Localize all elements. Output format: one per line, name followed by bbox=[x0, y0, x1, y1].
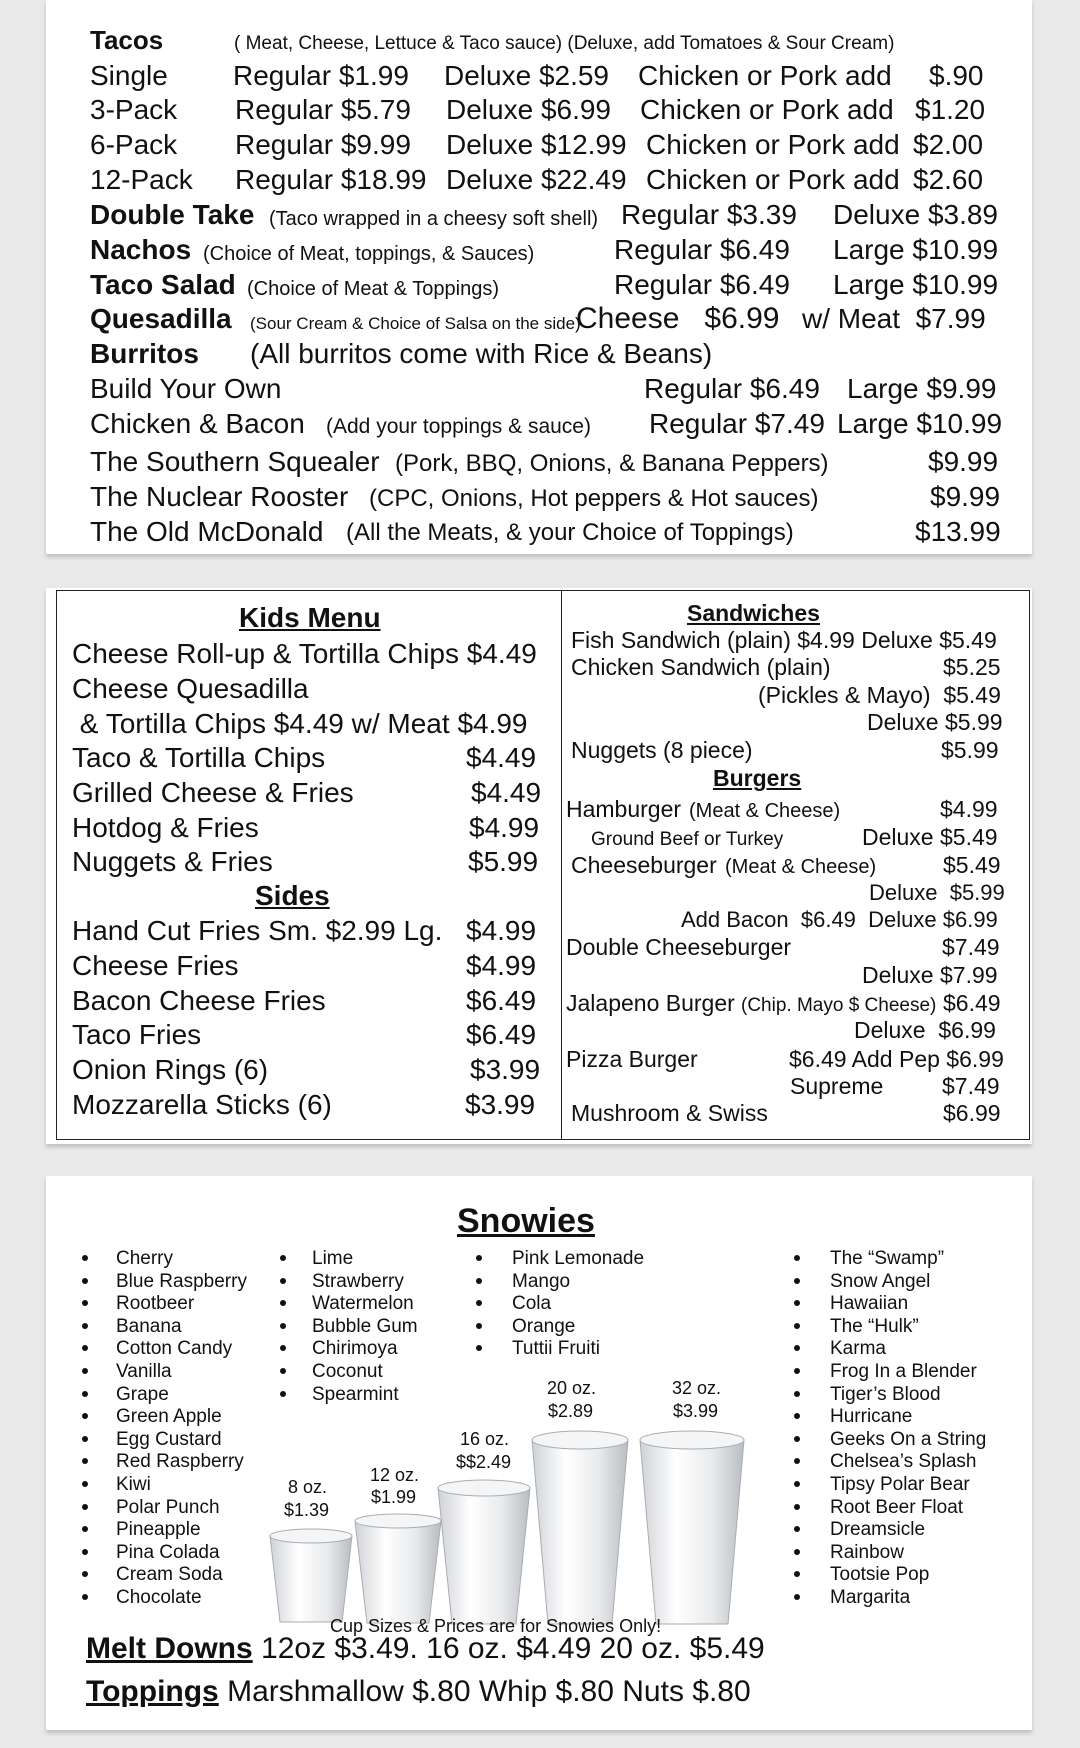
flavor-item: Cotton Candy bbox=[116, 1338, 233, 1360]
bullet-icon bbox=[794, 1300, 800, 1306]
flavor-item: Root Beer Float bbox=[830, 1496, 964, 1518]
bullet-icon bbox=[794, 1526, 800, 1532]
list-item: Deluxe $5.99 bbox=[867, 709, 1003, 735]
bullet-icon bbox=[794, 1368, 800, 1374]
cup-price-label: $2.89 bbox=[548, 1401, 594, 1421]
bullet-icon bbox=[82, 1368, 88, 1374]
burritos-note: (All burritos come with Rice & Beans) bbox=[250, 338, 713, 369]
flavor-item: Snow Angel bbox=[830, 1270, 931, 1292]
flavor-item: Margarita bbox=[830, 1587, 911, 1608]
flavor-item: Mango bbox=[512, 1270, 571, 1292]
bullet-icon bbox=[82, 1504, 88, 1510]
bullet-icon bbox=[280, 1300, 286, 1306]
list-item: (Pickles & Mayo) $5.49 bbox=[758, 682, 1001, 708]
burgers-title: Burgers bbox=[713, 765, 802, 791]
cup-price-label: $1.99 bbox=[371, 1487, 417, 1507]
bullet-icon bbox=[794, 1549, 800, 1555]
list-item: & Tortilla Chips $4.49 w/ Meat $4.99 bbox=[72, 708, 528, 739]
flavor-item: Tootsie Pop bbox=[830, 1564, 930, 1586]
bullet-icon bbox=[794, 1255, 800, 1261]
list-item: Deluxe $7.99 bbox=[862, 962, 998, 988]
toppings-label: Toppings bbox=[86, 1675, 219, 1708]
toppings-prices: Marshmallow $.80 Whip $.80 Nuts $.80 bbox=[218, 1675, 751, 1708]
bullet-icon bbox=[794, 1345, 800, 1351]
foam-cup-8oz bbox=[266, 1526, 356, 1626]
flavor-item: Cream Soda bbox=[116, 1564, 223, 1586]
middle-panel: Kids Menu Cheese Roll-up & Tortilla Chips $4.49 Cheese Quesadilla & Tortilla Chips $4.49 w/ Meat $4.99 Taco & Tortilla Chips $4.49 Grilled Cheese & Fries $4.49 Hotdog & Fries $4.99 Nuggets & Fries $5.99 Sides Hand Cut Fries Sm. $2.99 Lg. $4.99 Cheese Fries $4.99 Bacon Cheese Fries $6.49 Taco Fries $6.49 Onion Rings (6) $3.99 Mozzarella Sticks (6) $3.99 Sandwiches Fish Sandwich (plain) $4.99 Deluxe $5.49 Chicken Sandwich (plain) $5.25 (Pickles & Mayo) $5.49 Deluxe $5.99 Nuggets (8 piece) $5.99 Burgers Hamburger (Meat & Cheese) $4.99 Ground Beef or Turkey Deluxe $5.49 Cheeseburger (Meat & Cheese) $5.49 Deluxe $5.99 Add Bacon $6.49 Deluxe $6.99 Double Cheeseburger $7.49 Deluxe $7.99 Jalapeno Burger (Chip. Mayo $ Cheese) $6.49 Deluxe $6.99 Pizza Burger $6.49 Add Pep $6.99 Supreme $7.49 Mushroom & Swiss $6.99 bbox=[46, 588, 1032, 1144]
kids-menu-title: Kids Menu bbox=[239, 602, 381, 633]
bullet-icon bbox=[82, 1436, 88, 1442]
flavor-item: Tiger’s Blood bbox=[830, 1383, 941, 1405]
cup-price-label: $3.99 bbox=[673, 1401, 719, 1421]
list-item: Fish Sandwich (plain) $4.99 Deluxe $5.49 bbox=[571, 627, 997, 653]
bullet-icon bbox=[82, 1571, 88, 1577]
flavor-item: The “Swamp” bbox=[830, 1248, 945, 1269]
bullet-icon bbox=[82, 1391, 88, 1397]
bullet-icon bbox=[476, 1255, 482, 1261]
melt-downs-prices: 12oz $3.49. 16 oz. $4.49 20 oz. $5.49 bbox=[252, 1632, 765, 1665]
flavor-item: Orange bbox=[512, 1315, 576, 1337]
bullet-icon bbox=[794, 1594, 800, 1600]
flavor-item: Spearmint bbox=[312, 1383, 399, 1405]
flavor-item: Lime bbox=[312, 1248, 354, 1269]
flavor-item: Chocolate bbox=[116, 1587, 202, 1608]
flavor-item: Cherry bbox=[116, 1248, 174, 1269]
bullet-icon bbox=[476, 1300, 482, 1306]
list-item: Cheese Roll-up & Tortilla Chips $4.49 bbox=[72, 638, 537, 669]
melt-downs-label: Melt Downs bbox=[86, 1632, 253, 1665]
cup-size-label: 32 oz. bbox=[672, 1378, 722, 1398]
flavor-item: The “Hulk” bbox=[830, 1315, 919, 1337]
flavor-item: Cola bbox=[512, 1293, 552, 1315]
flavor-item: Bubble Gum bbox=[312, 1315, 418, 1337]
cup-price-label: $1.39 bbox=[284, 1500, 330, 1520]
bullet-icon bbox=[280, 1323, 286, 1329]
tacos-note: ( Meat, Cheese, Lettuce & Taco sauce) (Deluxe, add Tomatoes & Sour Cream) bbox=[234, 33, 895, 54]
bullet-icon bbox=[280, 1345, 286, 1351]
bullet-icon bbox=[794, 1391, 800, 1397]
melt-downs-line bbox=[86, 1634, 765, 1664]
bullet-icon bbox=[82, 1481, 88, 1487]
flavor-item: Coconut bbox=[312, 1361, 383, 1382]
cup-size-label: 8 oz. bbox=[288, 1477, 328, 1497]
bullet-icon bbox=[82, 1255, 88, 1261]
flavor-item: Pineapple bbox=[116, 1519, 201, 1541]
bullet-icon bbox=[794, 1481, 800, 1487]
flavor-item: Polar Punch bbox=[116, 1496, 220, 1518]
flavor-item: Red Raspberry bbox=[116, 1451, 244, 1473]
column-divider bbox=[561, 590, 562, 1140]
snowies-panel bbox=[46, 1176, 1032, 1730]
flavor-item: Pink Lemonade bbox=[512, 1248, 645, 1269]
bullet-icon bbox=[82, 1413, 88, 1419]
bullet-icon bbox=[82, 1594, 88, 1600]
cup-price-label: $$2.49 bbox=[456, 1452, 512, 1472]
flavor-item: Egg Custard bbox=[116, 1428, 222, 1450]
flavor-item: Geeks On a String bbox=[830, 1428, 987, 1450]
sandwiches-title: Sandwiches bbox=[687, 600, 820, 626]
bullet-icon bbox=[794, 1458, 800, 1464]
tacos-title: Tacos bbox=[90, 25, 164, 55]
flavor-item: Karma bbox=[830, 1338, 886, 1360]
foam-cup-32oz bbox=[636, 1428, 748, 1628]
bullet-icon bbox=[280, 1391, 286, 1397]
flavor-item: Chirimoya bbox=[312, 1338, 398, 1360]
bullet-icon bbox=[82, 1278, 88, 1284]
flavor-item: Green Apple bbox=[116, 1406, 222, 1428]
bullet-icon bbox=[82, 1300, 88, 1306]
foam-cup-16oz bbox=[434, 1478, 534, 1628]
tacos-panel: Tacos ( Meat, Cheese, Lettuce & Taco sauce) (Deluxe, add Tomatoes & Sour Cream) Single Regular $1.99 Deluxe $2.59 Chicken or Pork add $.90 3-Pack Regular $5.79 Deluxe $6.99 Chicken or Pork add $1.20 6-Pack Regular $9.99 Deluxe $12.99 Chicken or Pork add $2.00 12-Pack Regular $18.99 Deluxe $22.49 Chicken or Pork add $2.60 Double Take (Taco wrapped in a cheesy soft shell) Regular $3.39 Deluxe $3.89 Nachos (Choice of Meat, toppings, & Sauces) Regular $6.49 Large $10.99 Taco Salad (Choice of Meat & Toppings) Regular $6.49 Large $10.99 Quesadilla (Sour Cream & Choice of Salsa on the side) Cheese $6.99 w/ Meat $7.99 Burritos (All burritos come with Rice & Beans) Build Your Own Regular $6.49 Large $9.99 Chicken & Bacon (Add your toppings & sauce) Regular $7.49 Large $10.99 The Southern Squealer (Pork, BBQ, Onions, & Banana Peppers) $9.99 The Nuclear Rooster (CPC, Onions, Hot peppers & Hot sauces) $9.99 The Old McDonald (All the Meats, & your Choice of Toppings) $13.99 bbox=[46, 0, 1032, 554]
toppings-line bbox=[86, 1677, 751, 1707]
foam-cup-20oz bbox=[528, 1428, 632, 1628]
flavor-item: Frog In a Blender bbox=[830, 1361, 977, 1382]
flavor-item: Banana bbox=[116, 1315, 182, 1337]
cup-size-label: 20 oz. bbox=[547, 1378, 597, 1398]
flavor-item: Kiwi bbox=[116, 1474, 151, 1495]
bullet-icon bbox=[82, 1345, 88, 1351]
bullet-icon bbox=[82, 1323, 88, 1329]
list-item: Deluxe $5.99 bbox=[869, 880, 1005, 905]
bullet-icon bbox=[280, 1278, 286, 1284]
bullet-icon bbox=[82, 1526, 88, 1532]
bullet-icon bbox=[794, 1413, 800, 1419]
bullet-icon bbox=[794, 1504, 800, 1510]
flavor-item: Blue Raspberry bbox=[116, 1270, 247, 1292]
flavor-item: Tuttii Fruiti bbox=[512, 1338, 600, 1360]
flavor-item: Vanilla bbox=[116, 1361, 172, 1382]
flavor-item: Watermelon bbox=[312, 1293, 414, 1315]
flavor-item: Chelsea’s Splash bbox=[830, 1451, 977, 1473]
bullet-icon bbox=[794, 1436, 800, 1442]
flavor-item: Hawaiian bbox=[830, 1293, 909, 1315]
flavor-item: Rootbeer bbox=[116, 1293, 195, 1315]
flavor-item: Dreamsicle bbox=[830, 1519, 926, 1541]
flavor-item: Grape bbox=[116, 1383, 169, 1405]
list-item: Add Bacon $6.49 Deluxe $6.99 bbox=[681, 907, 998, 932]
cup-size-label: 16 oz. bbox=[460, 1429, 510, 1449]
list-item: Cheese Quesadilla bbox=[72, 673, 309, 704]
bullet-icon bbox=[476, 1278, 482, 1284]
foam-cup-12oz bbox=[351, 1511, 445, 1627]
list-item: Deluxe $6.99 bbox=[854, 1017, 996, 1043]
flavor-item: Pina Colada bbox=[116, 1541, 220, 1563]
bullet-icon bbox=[476, 1323, 482, 1329]
bullet-icon bbox=[280, 1368, 286, 1374]
flavor-item: Rainbow bbox=[830, 1541, 904, 1563]
snowies-title: Snowies bbox=[457, 1202, 595, 1240]
cup-note: Cup Sizes & Prices are for Snowies Only! bbox=[330, 1616, 662, 1636]
burritos-title: Burritos bbox=[90, 338, 199, 369]
bullet-icon bbox=[794, 1571, 800, 1577]
bullet-icon bbox=[794, 1323, 800, 1329]
bullet-icon bbox=[476, 1345, 482, 1351]
bullet-icon bbox=[82, 1549, 88, 1555]
bullet-icon bbox=[280, 1255, 286, 1261]
bullet-icon bbox=[82, 1458, 88, 1464]
sides-title: Sides bbox=[255, 880, 330, 911]
flavor-item: Tipsy Polar Bear bbox=[830, 1474, 970, 1495]
bullet-icon bbox=[794, 1278, 800, 1284]
flavor-item: Strawberry bbox=[312, 1270, 404, 1292]
cup-size-label: 12 oz. bbox=[370, 1465, 420, 1485]
flavor-item: Hurricane bbox=[830, 1406, 913, 1428]
